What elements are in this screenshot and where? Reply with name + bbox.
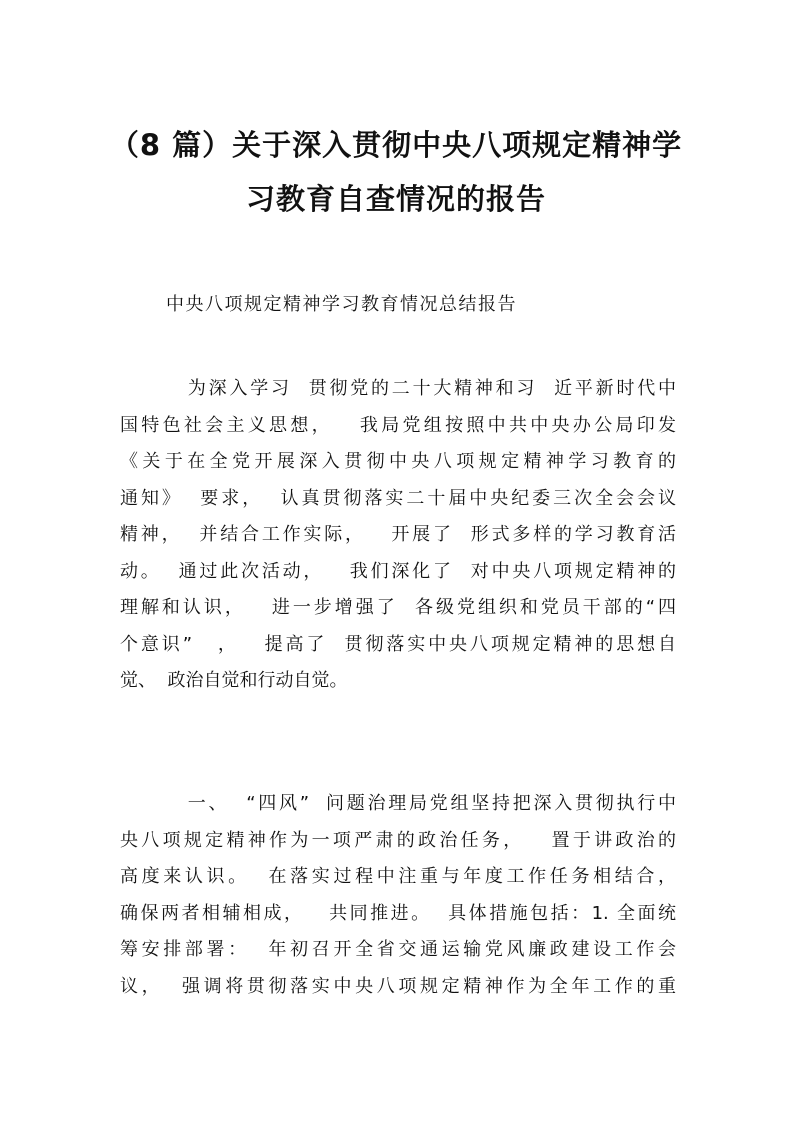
paragraph-intro [120, 371, 676, 700]
text-line: 《关于在全党开展深入贯彻中央八项规定精神学习教育的 [120, 451, 676, 472]
text-line: 筹安排部署： 年初召开全省交通运输党风廉政建设工作会 [120, 939, 676, 960]
text-line: 精神， 并结合工作实际， 开展了 形式多样的学习教育活 [120, 524, 676, 545]
text-line: 动。 通过此次活动， 我们深化了 对中央八项规定精神的 [120, 560, 676, 582]
text-line: 国特色社会主义思想， 我局党组按照中共中央办公局印发 [120, 414, 676, 436]
text-line: 议， 强调将贯彻落实中央八项规定精神作为全年工作的重 [120, 975, 676, 997]
paragraph-section-one [120, 786, 676, 1005]
document-title [96, 118, 696, 226]
text-line: 央八项规定精神作为一项严肃的政治任务， 置于讲政治的 [120, 829, 676, 851]
text-line: 高度来认识。 在落实过程中注重与年度工作任务相结合， [120, 866, 676, 887]
text-line: 为深入学习 贯彻党的二十大精神和习 近平新时代中 [120, 378, 676, 399]
text-line: 觉、 政治自觉和行动自觉。 [120, 670, 348, 691]
text-line: 理解和认识， 进一步增强了 各级党组织和党员干部的“四 [120, 597, 676, 618]
document-subtitle: 中央八项规定精神学习教育情况总结报告 [166, 294, 517, 315]
text-line: 通知》 要求， 认真贯彻落实二十届中央纪委三次全会会议 [120, 487, 676, 509]
title-line: （8 篇）关于深入贯彻中央八项规定精神学 [109, 128, 683, 162]
title-line: 习教育自查情况的报告 [245, 182, 546, 216]
text-line: 一、 “四风” 问题治理局党组坚持把深入贯彻执行中 [120, 793, 676, 814]
text-line: 确保两者相辅相成， 共同推进。 具体措施包括：1. 全面统 [120, 902, 676, 924]
text-line: 个意识” ， 提高了 贯彻落实中央八项规定精神的思想自 [120, 633, 676, 655]
